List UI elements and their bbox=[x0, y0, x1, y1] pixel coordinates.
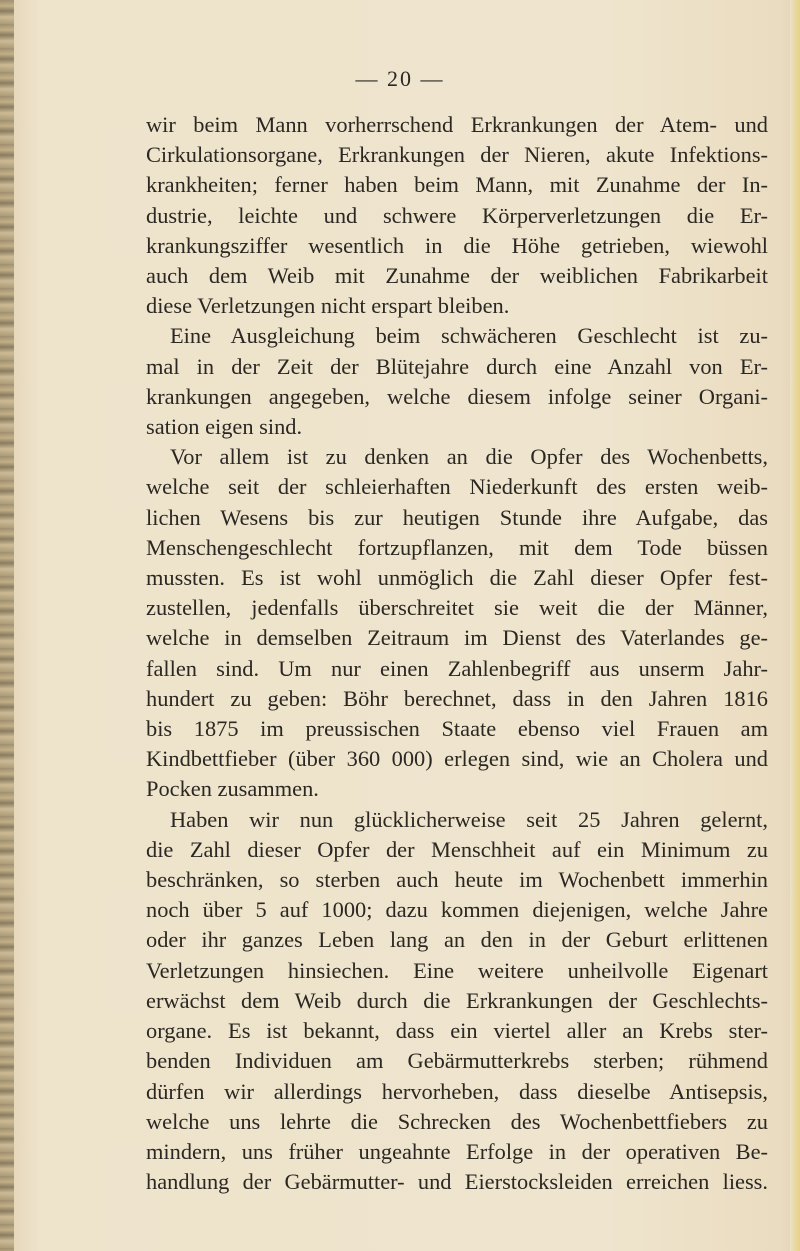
binding-edge bbox=[0, 0, 14, 1251]
text-line: welche uns lehrte die Schrecken des Wochenbettfiebers zu bbox=[146, 1108, 768, 1134]
text-line: noch über 5 auf 1000; dazu kommen diejenigen, welche Jahre bbox=[146, 897, 768, 923]
text-line: sation eigen sind. bbox=[146, 414, 303, 440]
text-line: beschränken, so sterben auch heute im Wochenbett immerhin bbox=[146, 867, 768, 893]
text-line: krankungsziffer wesentlich in die Höhe getrieben, wiewohl bbox=[146, 232, 768, 258]
text-line: Menschengeschlecht fortzupflanzen, mit dem Tode büssen bbox=[146, 534, 768, 560]
text-line: dustrie, leichte und schwere Körperverletzungen die Er- bbox=[146, 202, 768, 228]
text-line: Haben wir nun glücklicherweise seit 25 Jahren gelernt, bbox=[170, 806, 768, 832]
page-number: — 20 — bbox=[355, 66, 445, 91]
text-line: krankungen angegeben, welche diesem infolge seiner Organi- bbox=[146, 383, 768, 409]
text-line: bis 1875 im preussischen Staate ebenso viel Frauen am bbox=[146, 716, 768, 742]
paragraph-4 bbox=[146, 805, 768, 1198]
text-line: dürfen wir allerdings hervorheben, dass dieselbe Antisepsis, bbox=[146, 1078, 768, 1104]
body-text bbox=[146, 110, 768, 1197]
text-line: krankheiten; ferner haben beim Mann, mit Zunahme der In- bbox=[146, 172, 768, 198]
text-line: Cirkulationsorgane, Erkrankungen der Nieren, akute Infektions- bbox=[146, 142, 768, 168]
paragraph-1 bbox=[146, 110, 768, 321]
text-line: handlung der Gebärmutter- und Eierstocksleiden erreichen liess. bbox=[146, 1169, 768, 1195]
text-line: welche in demselben Zeitraum im Dienst des Vaterlandes ge- bbox=[146, 625, 768, 651]
text-line: Eine Ausgleichung beim schwächeren Geschlecht ist zu- bbox=[170, 323, 768, 349]
text-line: welche seit der schleierhaften Niederkunft des ersten weib- bbox=[146, 474, 768, 500]
text-line: zustellen, jedenfalls überschreitet sie weit die der Männer, bbox=[146, 595, 768, 621]
text-line: Vor allem ist zu denken an die Opfer des Wochenbetts, bbox=[170, 444, 768, 470]
paragraph-3 bbox=[146, 442, 768, 804]
text-line: auch dem Weib mit Zunahme der weiblichen Fabrikarbeit bbox=[146, 263, 768, 289]
text-line: Kindbettfieber (über 360 000) erlegen sind, wie an Cholera und bbox=[146, 746, 768, 772]
text-line: benden Individuen am Gebärmutterkrebs sterben; rühmend bbox=[146, 1048, 768, 1074]
text-line: mussten. Es ist wohl unmöglich die Zahl dieser Opfer fest- bbox=[146, 565, 768, 591]
text-line: mal in der Zeit der Blütejahre durch eine Anzahl von Er- bbox=[146, 353, 768, 379]
text-line: oder ihr ganzes Leben lang an den in der Geburt erlittenen bbox=[146, 927, 768, 953]
text-line: Pocken zusammen. bbox=[146, 776, 319, 802]
text-line: hundert zu geben: Böhr berechnet, dass in den Jahren 1816 bbox=[146, 685, 768, 711]
text-line: die Zahl dieser Opfer der Menschheit auf ein Minimum zu bbox=[146, 836, 768, 862]
text-line: lichen Wesens bis zur heutigen Stunde ihre Aufgabe, das bbox=[146, 504, 768, 530]
text-line: mindern, uns früher ungeahnte Erfolge in der operativen Be- bbox=[146, 1138, 768, 1164]
text-line: erwächst dem Weib durch die Erkrankungen der Geschlechts- bbox=[146, 987, 768, 1013]
page-right-edge bbox=[790, 0, 800, 1251]
text-line: wir beim Mann vorherrschend Erkrankungen der Atem- und bbox=[146, 112, 768, 137]
text-line: diese Verletzungen nicht erspart bleiben. bbox=[146, 293, 510, 319]
text-line: organe. Es ist bekannt, dass ein viertel aller an Krebs ster- bbox=[146, 1018, 768, 1044]
paragraph-2 bbox=[146, 321, 768, 442]
text-line: fallen sind. Um nur einen Zahlenbegriff aus unserm Jahr- bbox=[146, 655, 768, 681]
text-line: Verletzungen hinsiechen. Eine weitere unheilvolle Eigenart bbox=[146, 957, 768, 983]
